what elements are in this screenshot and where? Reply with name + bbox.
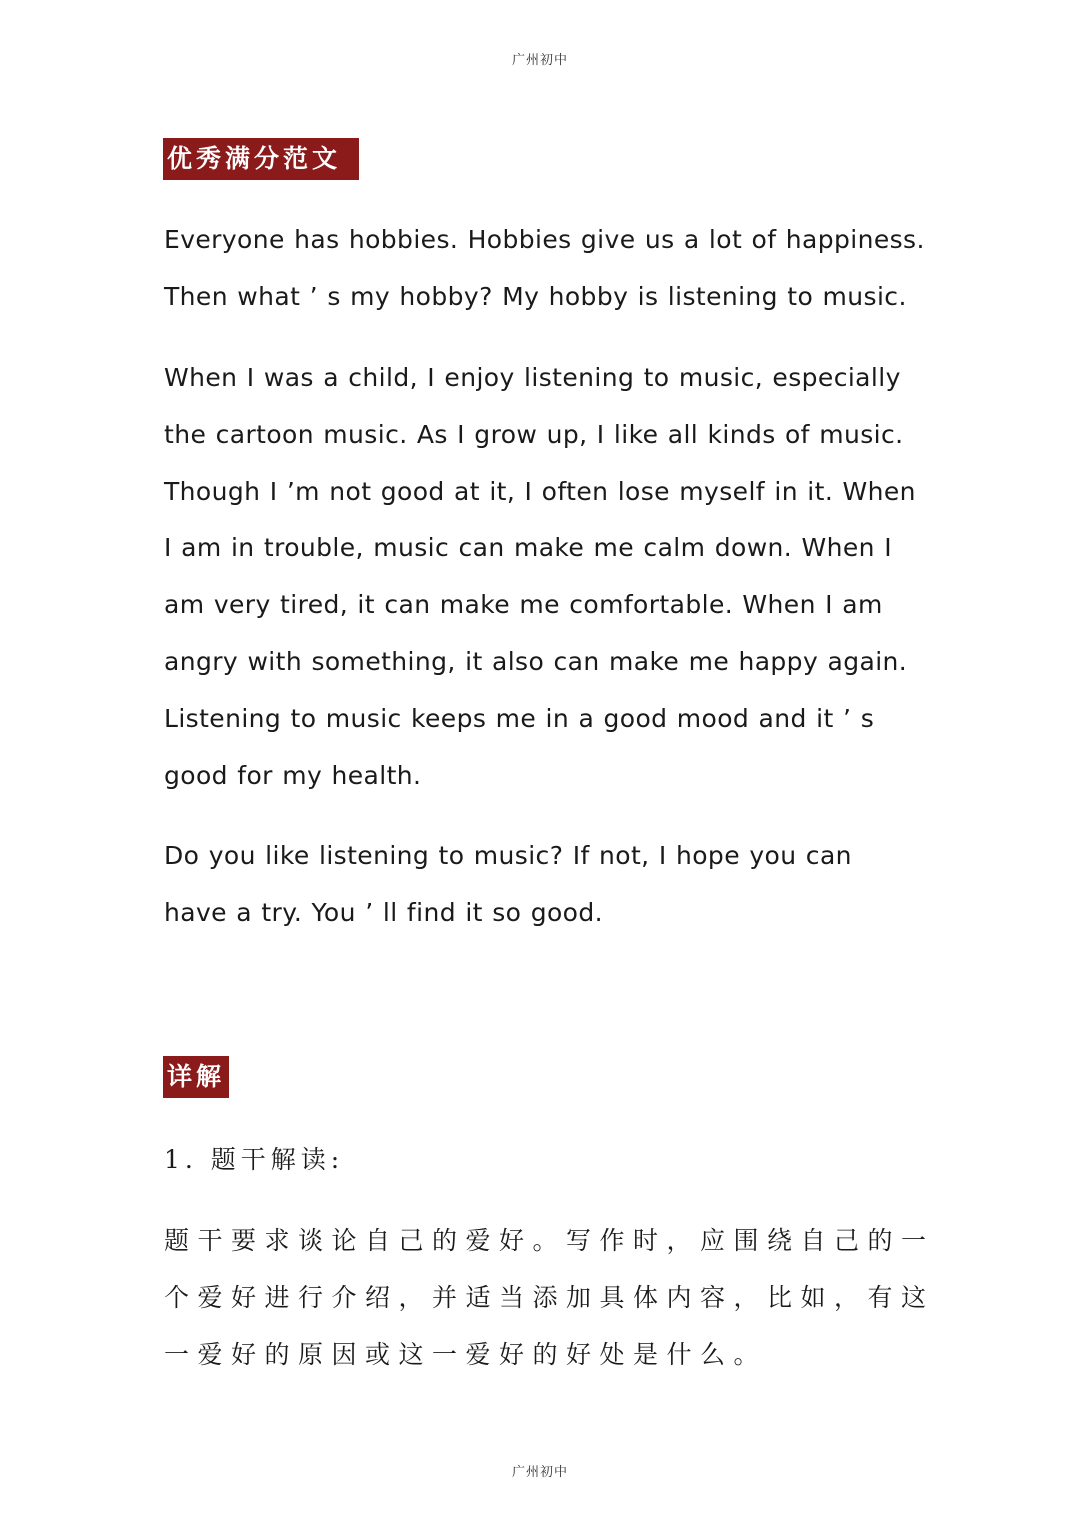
essay-paragraph-3 <box>164 828 924 942</box>
essay-line: When I was a child, I enjoy listening to music, especially <box>164 363 901 392</box>
essay-line: good for my health. <box>164 760 422 790</box>
detail-item-body <box>164 1212 935 1383</box>
essay-paragraph-1 <box>164 212 924 326</box>
essay-line: the cartoon music. As I grow up, I like all kinds of music. <box>164 419 904 449</box>
essay-paragraph-2 <box>164 350 924 804</box>
detail-item-heading: 1. 题干解读: <box>164 1145 345 1174</box>
essay-line: Then what ’ s my hobby? My hobby is listening to music. <box>164 281 907 311</box>
essay-line: am very tired, it can make me comfortable. When I am <box>164 590 883 620</box>
essay-line: have a try. You ’ ll find it so good. <box>164 897 603 927</box>
section-title-detailed-explanation: 详解 <box>163 1056 229 1098</box>
essay-line: Everyone has hobbies. Hobbies give us a lot of happiness. <box>164 225 925 254</box>
page-footer: 广州初中 <box>511 1465 568 1480</box>
page-header: 广州初中 <box>511 53 568 68</box>
essay-line: Listening to music keeps me in a good mood and it ’ s <box>164 703 875 733</box>
detail-line: 题干要求谈论自己的爱好。写作时，应围绕自己的一 <box>164 1226 935 1255</box>
detail-line: 个爱好进行介绍，并适当添加具体内容，比如，有这 <box>164 1283 935 1312</box>
essay-line: Though I ’m not good at it, I often lose myself in it. When <box>164 476 916 506</box>
detail-line: 一爱好的原因或这一爱好的好处是什么。 <box>164 1340 768 1369</box>
essay-line: Do you like listening to music? If not, I hope you can <box>164 841 852 870</box>
section-title-model-essay: 优秀满分范文 <box>163 138 359 180</box>
essay-line: I am in trouble, music can make me calm down. When I <box>164 533 892 563</box>
essay-line: angry with something, it also can make me happy again. <box>164 646 908 676</box>
